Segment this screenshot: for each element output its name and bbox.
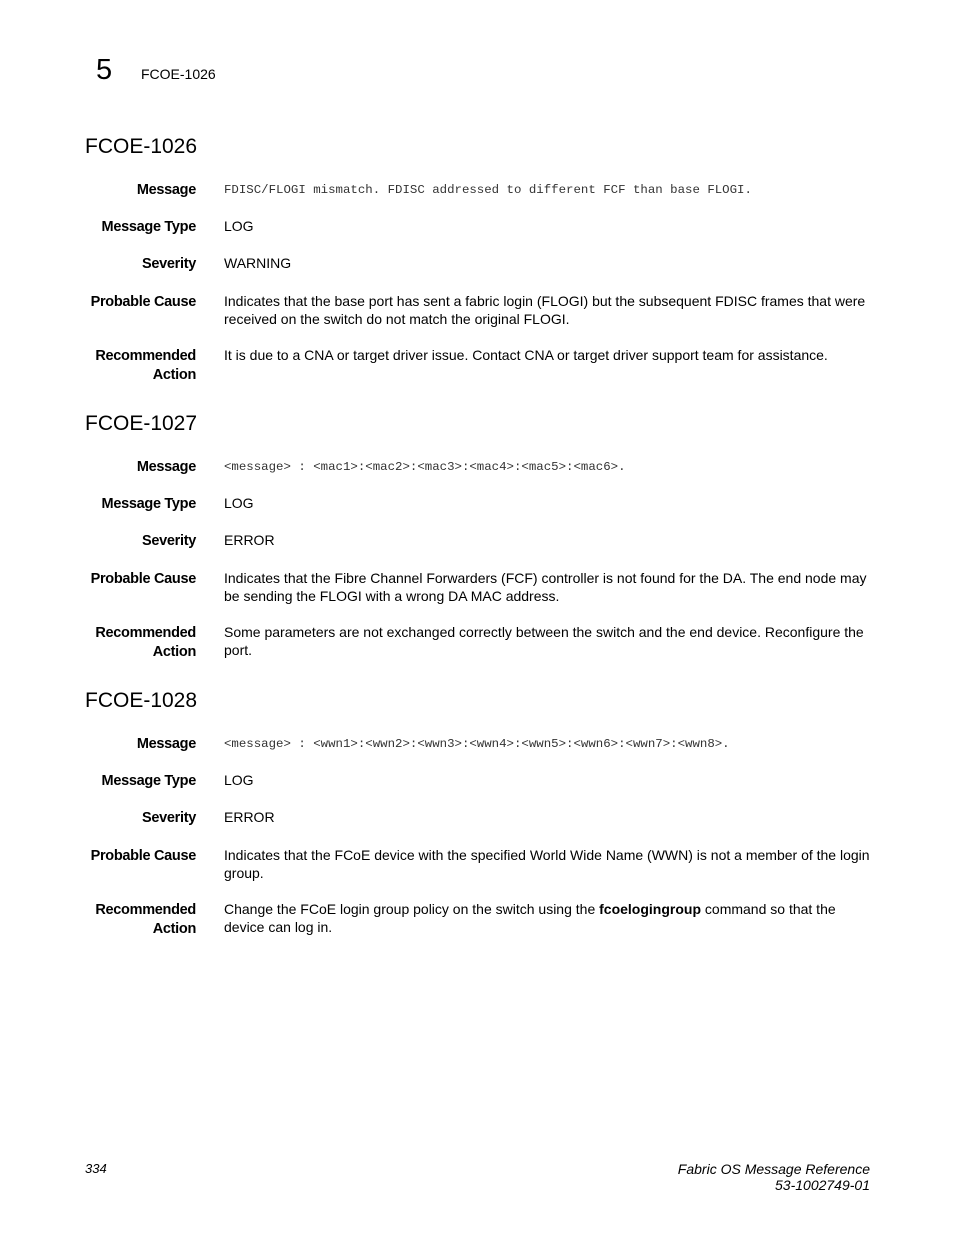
severity-value: ERROR [224,532,275,548]
recommended-action-label [66,901,196,938]
recommended-action-label [66,347,196,384]
message-type-label: Message Type [101,773,196,789]
recommended-label-line1: Recommended [95,348,196,364]
recommended-action-text: Some parameters are not exchanged correctly between the switch and the end device. Reconfigure the port. [224,624,864,658]
message-type-value: LOG [224,218,254,234]
recommended-action-text [224,901,872,936]
recommended-label-line2: Action [152,643,196,660]
recommended-label-line1: Recommended [95,902,196,918]
probable-cause-label: Probable Cause [90,571,196,587]
recommended-action-text: It is due to a CNA or target driver issue. Contact CNA or target driver support team for assistance. [224,347,828,363]
message-type-label: Message Type [101,219,196,235]
recommended-label-line2: Action [152,366,196,383]
command-name: fcoelogingroup [599,901,702,917]
severity-value: WARNING [224,255,292,271]
chapter-number: 5 [96,54,113,86]
message-type-label: Message Type [101,496,196,512]
recommended-label-line2: Action [152,920,196,937]
message-type-value: LOG [224,772,254,788]
probable-cause-label: Probable Cause [90,848,196,864]
probable-cause-label: Probable Cause [90,294,196,310]
section-title-fcoe-1027: FCOE-1027 [85,412,198,435]
probable-cause-text: Indicates that the Fibre Channel Forwarders (FCF) controller is not found for the DA. The end node may be sending the FLOGI with a wrong DA MAC address. [224,570,867,604]
message-label: Message [136,736,196,752]
message-label: Message [136,182,196,198]
severity-label: Severity [141,533,196,549]
message-text: FDISC/FLOGI mismatch. FDISC addressed to different FCF than base FLOGI. [224,183,752,197]
recommended-action-pre: Change the FCoE login group policy on the switch using the [224,901,600,917]
recommended-action-post: command so that the device can log in. [224,901,836,935]
section-title-fcoe-1026: FCOE-1026 [85,135,198,158]
message-label: Message [136,459,196,475]
probable-cause-text: Indicates that the FCoE device with the specified World Wide Name (WWN) is not a member of the login group. [224,847,870,881]
message-text: <message> : <mac1>:<mac2>:<mac3>:<mac4>:<mac5>:<mac6>. [224,460,626,474]
message-text: <message> : <wwn1>:<wwn2>:<wwn3>:<wwn4>:<wwn5>:<wwn6>:<wwn7>:<wwn8>. [224,737,730,751]
footer-page-number: 334 [85,1161,107,1176]
severity-label: Severity [141,810,196,826]
probable-cause-text: Indicates that the base port has sent a fabric login (FLOGI) but the subsequent FDISC frames that were received on the switch do not match the original FLOGI. [224,293,866,327]
severity-value: ERROR [224,809,275,825]
recommended-label-line1: Recommended [95,625,196,641]
footer-doc-number: 53-1002749-01 [775,1177,870,1193]
footer-doc-title: Fabric OS Message Reference [677,1161,870,1177]
running-header-title: FCOE-1026 [141,66,216,82]
message-type-value: LOG [224,495,254,511]
footer-doc-info [678,1161,870,1193]
severity-label: Severity [141,256,196,272]
recommended-action-label [66,624,196,661]
section-title-fcoe-1028: FCOE-1028 [85,689,198,712]
